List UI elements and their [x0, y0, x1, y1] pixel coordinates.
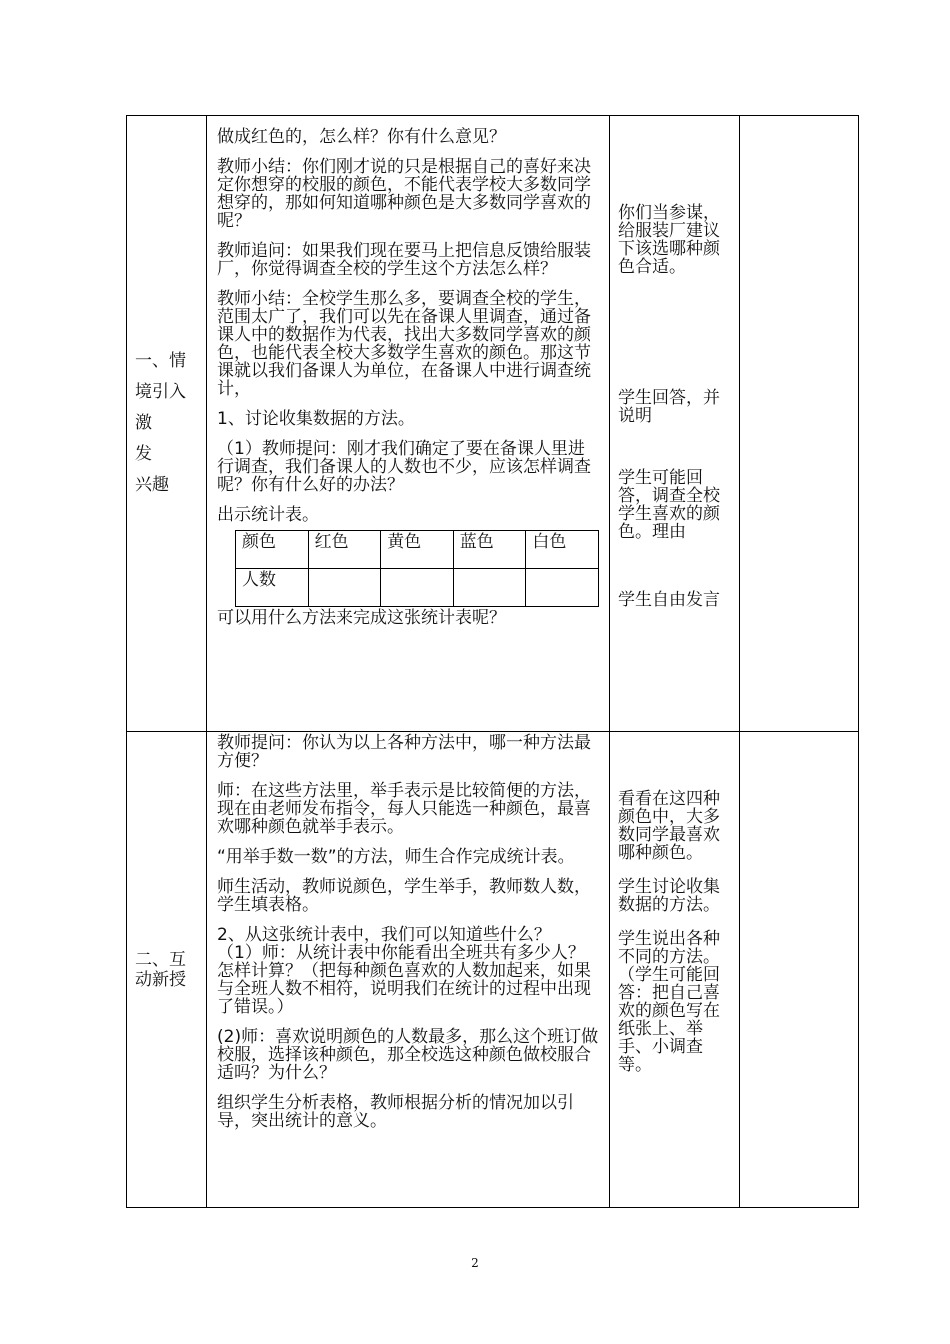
- teacher-paragraph: “用举手数一数”的方法，师生合作完成统计表。: [217, 847, 575, 867]
- page-number: 2: [471, 1256, 479, 1270]
- stat-row-colors: [236, 531, 599, 569]
- row-introduction: [127, 116, 859, 732]
- student-paragraph: 学生可能回答，调查全校学生喜欢的颜色。理由: [618, 468, 720, 542]
- stage-line: 二、互: [135, 949, 186, 970]
- row-new-teaching: [127, 732, 859, 1208]
- stat-cell: [308, 569, 381, 607]
- teacher-paragraph: 组织学生分析表格，教师根据分析的情况加以引导，突出统计的意义。: [217, 1093, 574, 1131]
- stage-line: 发: [135, 444, 152, 464]
- stat-cell: 红色: [308, 531, 381, 569]
- stage-line: 兴趣: [135, 475, 169, 495]
- teacher-paragraph: 出示统计表。: [217, 505, 319, 525]
- color-statistics-table: [235, 530, 599, 607]
- student-paragraph: 你们当参谋，给服装厂建议下该选哪种颜色合适。: [618, 203, 720, 277]
- student-paragraph: 学生回答，并说明: [618, 388, 720, 426]
- student-activity-cell: [610, 116, 740, 732]
- student-paragraph: 学生自由发言: [618, 590, 720, 610]
- teacher-paragraph: （1）教师提问：刚才我们确定了要在备课人里进行调查，我们备课人的人数也不少，应该怎样调查呢？你有什么好的办法？: [217, 439, 591, 495]
- notes-cell: [740, 732, 859, 1208]
- student-paragraph: 学生说出各种不同的方法。（学生可能回答：把自己喜欢的颜色写在纸张上、举手、小调查等。: [618, 929, 720, 1075]
- lesson-plan-table: [126, 115, 859, 1208]
- student-activity-cell: [610, 732, 740, 1208]
- stage-line: 境引入: [135, 382, 186, 402]
- student-paragraph: 学生讨论收集数据的方法。: [618, 877, 720, 915]
- teacher-paragraph: 师生活动，教师说颜色，学生举手，教师数人数，学生填表格。: [217, 877, 591, 915]
- stat-cell: 白色: [526, 531, 599, 569]
- stage-line: 一、情: [135, 351, 186, 371]
- stat-cell: [526, 569, 599, 607]
- teacher-paragraph: 1、讨论收集数据的方法。: [217, 409, 415, 429]
- teacher-paragraph: 教师追问：如果我们现在要马上把信息反馈给服装厂，你觉得调查全校的学生这个方法怎么样？: [217, 241, 591, 279]
- stage-cell-introduction: [127, 116, 207, 732]
- stage-cell-new-teaching: [127, 732, 207, 1208]
- stat-cell: 人数: [236, 569, 309, 607]
- stat-cell: 黄色: [381, 531, 454, 569]
- stage-line: 动新授: [135, 969, 186, 990]
- teacher-activity-cell: [207, 732, 610, 1208]
- stat-row-counts: [236, 569, 599, 607]
- stat-cell: 蓝色: [453, 531, 526, 569]
- teacher-paragraph: 2、从这张统计表中，我们可以知道些什么？: [217, 925, 551, 945]
- teacher-paragraph: 做成红色的，怎么样？你有什么意见？: [217, 127, 506, 147]
- teacher-paragraph: 教师小结：全校学生那么多，要调查全校的学生，范围太广了，我们可以先在备课人里调查，通过备课人中的数据作为代表，找出大多数同学喜欢的颜色，也能代表全校大多数学生喜欢的颜色。那这节课就以我们备课人为单位，在备课人中进行调查统计，: [217, 289, 591, 399]
- teacher-paragraph: （1）师：从统计表中你能看出全班共有多少人？怎样计算？（把每种颜色喜欢的人数加起来，如果与全班人数不相符，说明我们在统计的过程中出现了错误。）: [217, 943, 591, 1017]
- teacher-activity-cell: [207, 116, 610, 732]
- stat-cell: [381, 569, 454, 607]
- teacher-paragraph: 师：在这些方法里，举手表示是比较简便的方法，现在由老师发布指令，每人只能选一种颜色，最喜欢哪种颜色就举手表示。: [217, 781, 591, 837]
- teacher-paragraph: 教师提问：你认为以上各种方法中，哪一种方法最方便？: [217, 733, 591, 771]
- student-paragraph: 看看在这四种颜色中，大多数同学最喜欢哪种颜色。: [618, 789, 720, 863]
- teacher-paragraph: 教师小结：你们刚才说的只是根据自己的喜好来决定你想穿的校服的颜色，不能代表学校大多数同学想穿的，那如何知道哪种颜色是大多数同学喜欢的呢？: [217, 157, 591, 231]
- teacher-paragraph: 可以用什么方法来完成这张统计表呢？: [217, 608, 506, 628]
- stage-line: 激: [135, 413, 152, 433]
- teacher-paragraph: (2)师：喜欢说明颜色的人数最多，那么这个班订做校服，选择该种颜色，那全校选这种颜色做校服合适吗？为什么？: [217, 1027, 599, 1083]
- stat-cell: 颜色: [236, 531, 309, 569]
- notes-cell: [740, 116, 859, 732]
- stat-cell: [453, 569, 526, 607]
